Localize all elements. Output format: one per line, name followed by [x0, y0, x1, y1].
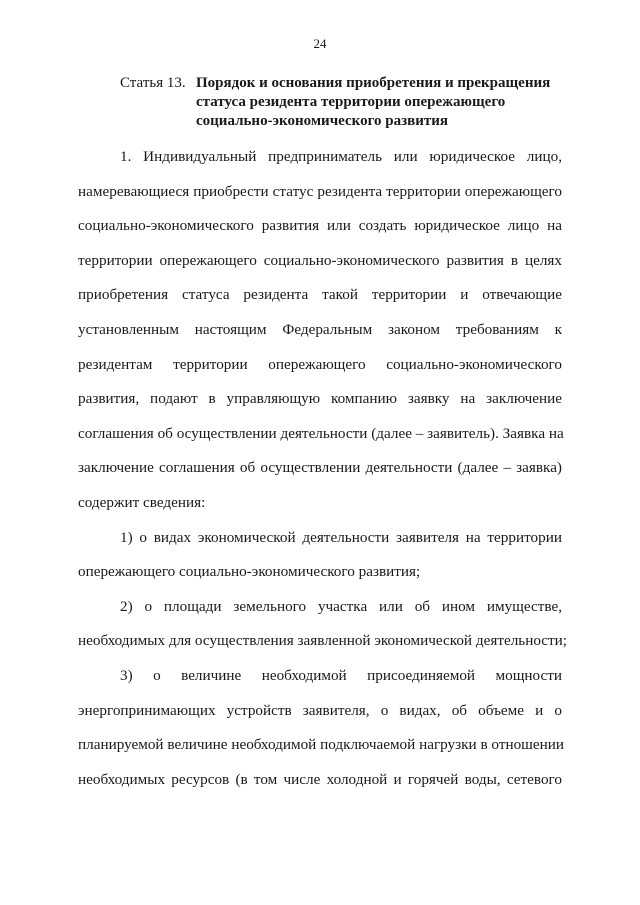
body-line: приобретения статуса резидента такой территории и отвечающие — [78, 286, 562, 304]
list-item-line: 1) о видах экономической деятельности заявителя на территории — [120, 528, 562, 546]
article-heading — [120, 74, 590, 131]
body-line: установленным настоящим Федеральным законом требованиям к — [78, 320, 562, 338]
article-label: Статья 13. — [120, 75, 186, 91]
list-item-line: планируемой величине необходимой подключаемой нагрузки в отношении — [78, 736, 564, 754]
article-title: Порядок и основания приобретения и прекращения статуса резидента территории опережающего социально-экономического развития — [196, 75, 551, 129]
list-item-line: необходимых ресурсов (в том числе холодной и горячей воды, сетевого — [78, 770, 562, 788]
list-item-line: необходимых для осуществления заявленной экономической деятельности; — [78, 632, 568, 650]
body-line: содержит сведения: — [78, 493, 206, 511]
list-item-line: энергопринимающих устройств заявителя, о видах, об объеме и о — [78, 701, 562, 719]
body-line: территории опережающего социально-экономического развития в целях — [78, 251, 562, 269]
page-number: 24 — [313, 36, 327, 51]
body-line: развития, подают в управляющую компанию заявку на заключение — [78, 390, 562, 408]
body-line: соглашения об осуществлении деятельности (далее – заявитель). Заявка на — [78, 424, 564, 442]
list-item-line: 2) о площади земельного участка или об ином имуществе, — [120, 597, 562, 615]
list-item-line: 3) о величине необходимой присоединяемой мощности — [120, 666, 562, 684]
body-line: заключение соглашения об осуществлении деятельности (далее – заявка) — [78, 459, 562, 477]
article-body — [78, 140, 568, 797]
body-line: резидентам территории опережающего социально-экономического — [78, 355, 562, 373]
body-line: социально-экономического развития или создать юридическое лицо на — [78, 217, 562, 235]
list-item-line: опережающего социально-экономического развития; — [78, 563, 421, 581]
body-line: намеревающиеся приобрести статус резидента территории опережающего — [78, 182, 562, 200]
body-line: 1. Индивидуальный предприниматель или юридическое лицо, — [120, 148, 562, 165]
